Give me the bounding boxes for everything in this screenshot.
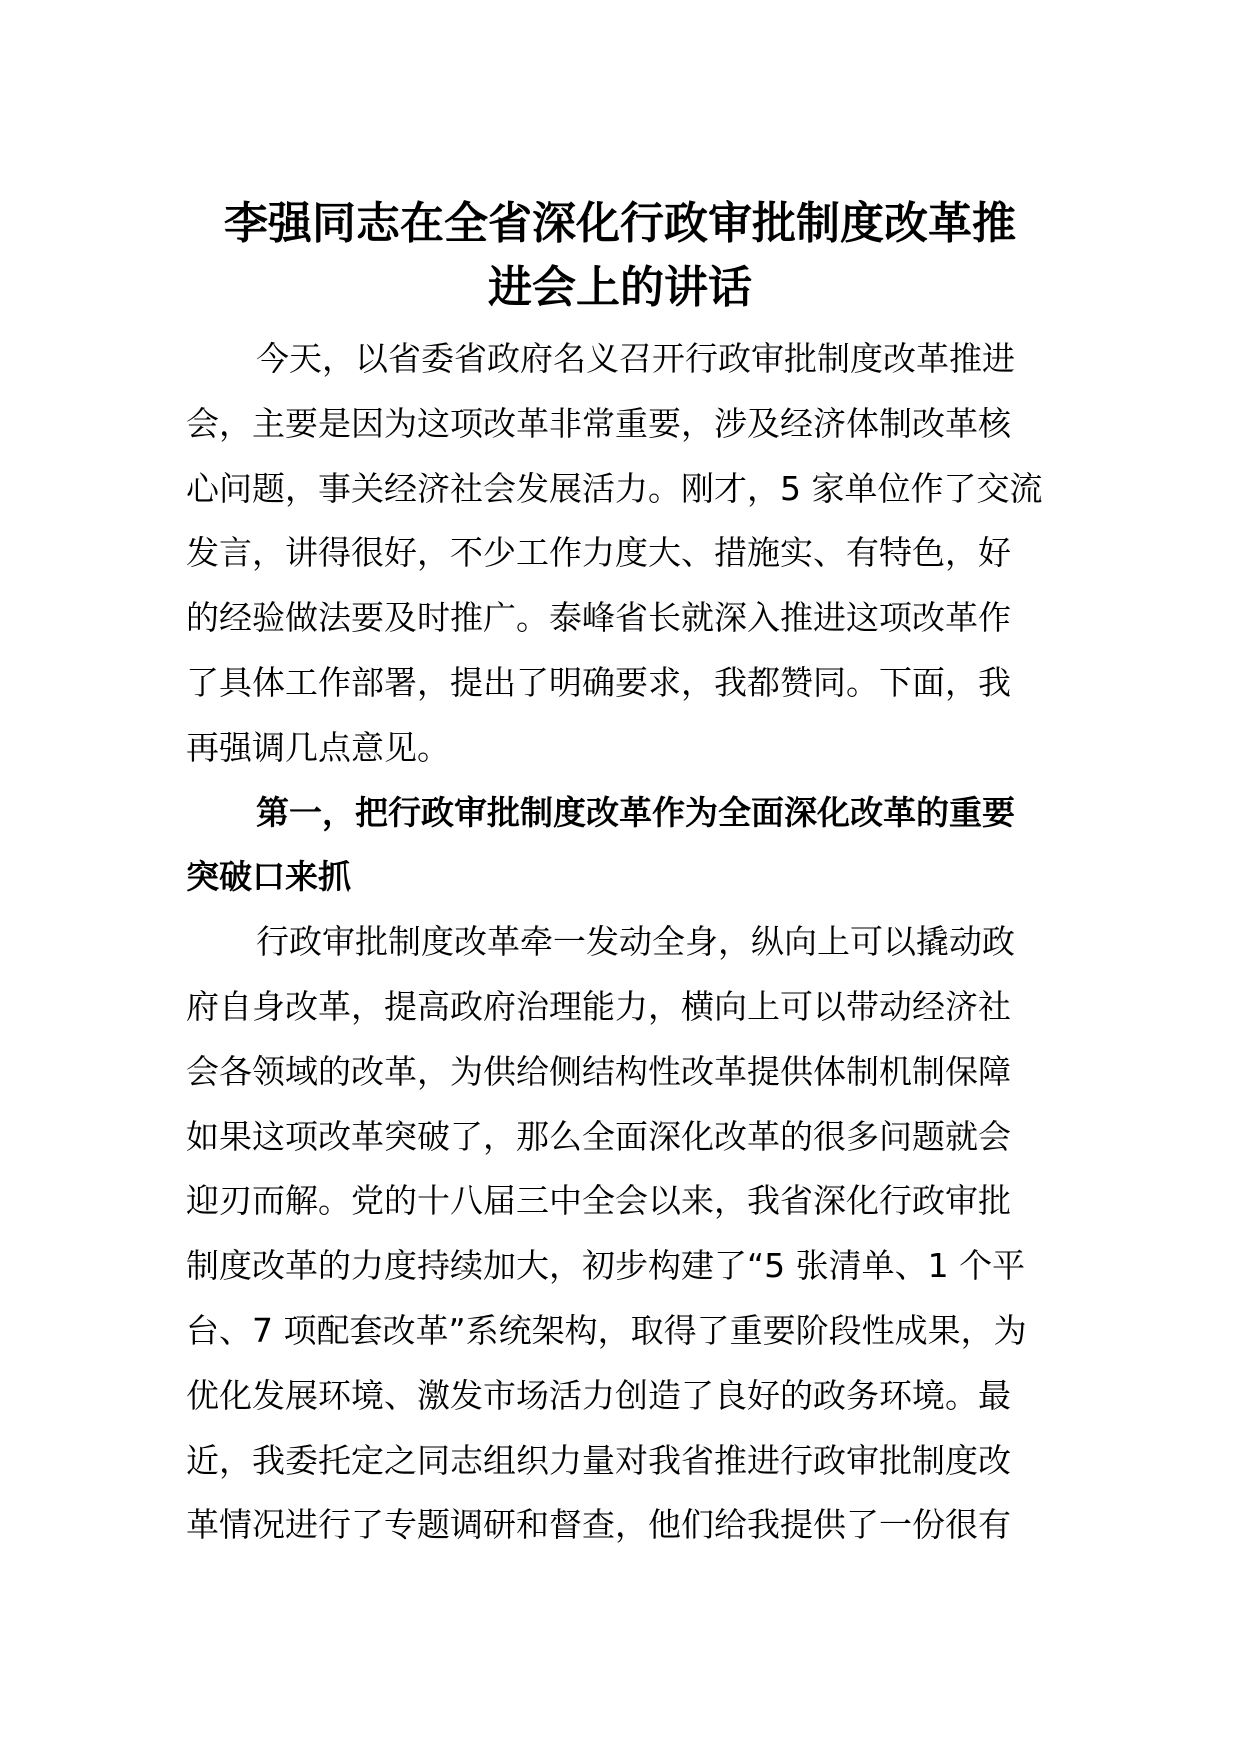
document-body	[186, 327, 1056, 1558]
paragraph-line: 迎刃而解。党的十八届三中全会以来，我省深化行政审批	[186, 1181, 1011, 1221]
body-paragraph	[186, 910, 1056, 1558]
paragraph-line: 发言，讲得很好，不少工作力度大、措施实、有特色，好	[186, 533, 1011, 573]
paragraph-line: 革情况进行了专题调研和督查，他们给我提供了一份很有	[186, 1505, 1011, 1545]
paragraph-line: 再强调几点意见。	[186, 727, 450, 767]
paragraph-line: 了具体工作部署，提出了明确要求，我都赞同。下面，我	[186, 662, 1011, 702]
paragraph-line: 优化发展环境、激发市场活力创造了良好的政务环境。最	[186, 1375, 1011, 1415]
paragraph-line: 心问题，事关经济社会发展活力。刚才，5 家单位作了交流	[186, 468, 1043, 508]
paragraph-line: 今天，以省委省政府名义召开行政审批制度改革推进	[256, 339, 1015, 378]
paragraph-line: 如果这项改革突破了，那么全面深化改革的很多问题就会	[186, 1116, 1011, 1156]
paragraph-line: 府自身改革，提高政府治理能力，横向上可以带动经济社	[186, 986, 1011, 1026]
paragraph-line: 制度改革的力度持续加大，初步构建了“5 张清单、1 个平	[186, 1246, 1026, 1286]
title-line-2: 进会上的讲话	[488, 262, 752, 313]
opening-paragraph	[186, 327, 1056, 781]
section-heading-line: 第一，把行政审批制度改革作为全面深化改革的重要	[256, 792, 1015, 832]
paragraph-line: 会各领域的改革，为供给侧结构性改革提供体制机制保障	[186, 1051, 1011, 1091]
paragraph-line: 行政审批制度改革牵一发动全身，纵向上可以撬动政	[256, 922, 1015, 962]
paragraph-line: 的经验做法要及时推广。泰峰省长就深入推进这项改革作	[186, 598, 1011, 638]
section-heading	[186, 781, 1056, 911]
title-line-1: 李强同志在全省深化行政审批制度改革推	[224, 198, 1016, 249]
paragraph-line: 近，我委托定之同志组织力量对我省推进行政审批制度改	[186, 1440, 1011, 1480]
paragraph-line: 台、7 项配套改革”系统架构，取得了重要阶段性成果，为	[186, 1310, 1027, 1350]
document-title	[185, 192, 1055, 320]
paragraph-line: 会，主要是因为这项改革非常重要，涉及经济体制改革核	[186, 403, 1011, 443]
section-heading-line: 突破口来抓	[186, 857, 351, 897]
